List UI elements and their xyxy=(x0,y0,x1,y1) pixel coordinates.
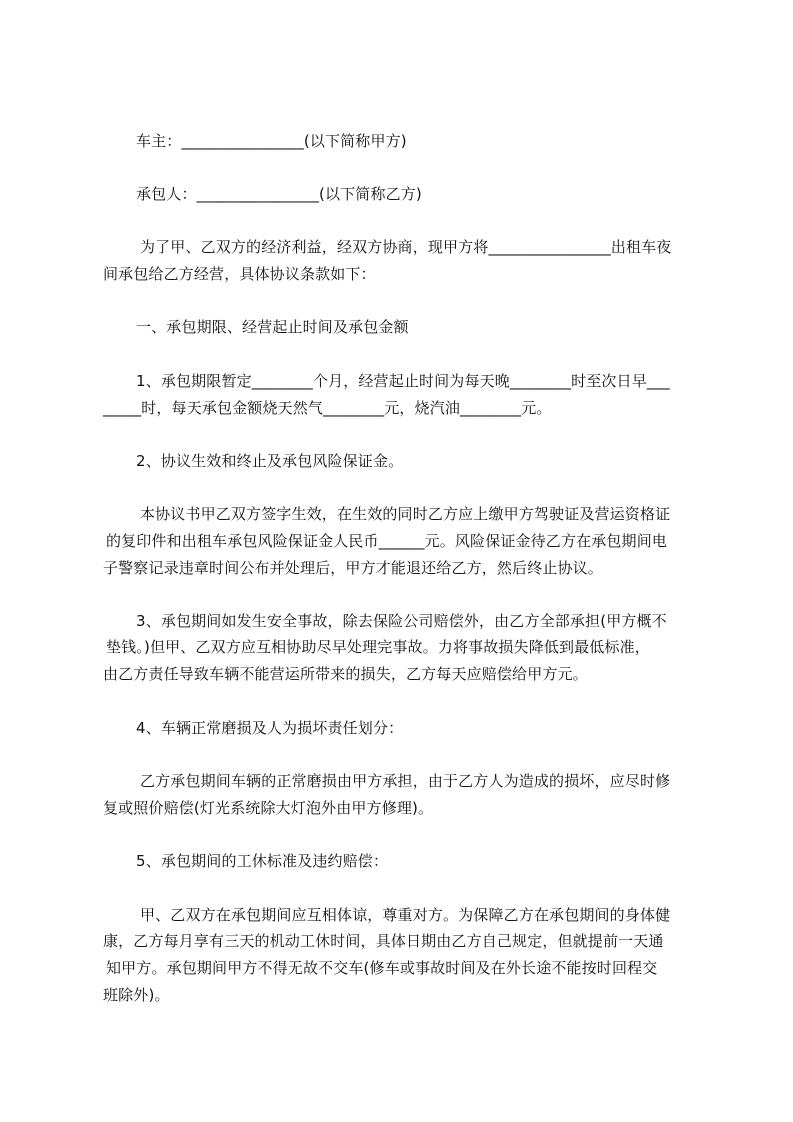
party-b-line: 承包人：________________(以下简称乙方) xyxy=(136,185,422,203)
item4-heading: 4、车辆正常磨损及人为损坏责任划分： xyxy=(136,719,404,737)
item4-body-line-2: 复或照价赔偿(灯光系统除大灯泡外由甲方修理)。 xyxy=(103,799,434,817)
item1-line-1: 1、承包期限暂定________个月，经营起止时间为每天晚________时至次日早___ xyxy=(136,372,670,390)
section1-heading: 一、承包期限、经营起止时间及承包金额 xyxy=(136,318,409,336)
item2-body-line-1: 本协议书甲乙双方签字生效，在生效的同时乙方应上缴甲方驾驶证及营运资格证 xyxy=(140,505,671,523)
item4-body-line-1: 乙方承包期间车辆的正常磨损由甲方承担，由于乙方人为造成的损坏，应尽时修 xyxy=(140,772,671,790)
item5-body-line-4: 班除外)。 xyxy=(103,986,170,1004)
item3-line-3: 由乙方责任导致车辆不能营运所带来的损失，乙方每天应赔偿给甲方元。 xyxy=(103,665,588,683)
item3-line-1: 3、承包期间如发生安全事故，除去保险公司赔偿外，由乙方全部承担(甲方概不 xyxy=(136,612,667,630)
intro-line-1: 为了甲、乙双方的经济利益，经双方协商，现甲方将________________出租车夜 xyxy=(140,238,672,256)
item5-body-line-3: 知甲方。承包期间甲方不得无故不交车(修车或事故时间及在外长途不能按时回程交 xyxy=(106,959,658,977)
item3-line-2: 垫钱。)但甲、乙双方应互相协助尽早处理完事故。力将事故损失降低到最低标准， xyxy=(106,638,650,656)
item5-body-line-2: 康，乙方每月享有三天的机动工休时间，具体日期由乙方自己规定，但就提前一天通 xyxy=(103,932,664,950)
party-a-line: 车主：________________(以下简称甲方) xyxy=(136,132,407,150)
item1-line-2: _____时，每天承包金额烧天然气________元，烧汽油________元。 xyxy=(103,399,552,417)
item2-body-line-2: 的复印件和出租车承包风险保证金人民币______元。风险保证金待乙方在承包期间电 xyxy=(106,532,668,550)
item5-heading: 5、承包期间的工休标准及违约赔偿： xyxy=(136,852,389,870)
intro-line-2: 间承包给乙方经营，具体协议条款如下： xyxy=(103,265,376,283)
item2-body-line-3: 子警察记录违章时间公布并处理后，甲方才能退还给乙方，然后终止协议。 xyxy=(103,559,603,577)
item5-body-line-1: 甲、乙双方在承包期间应互相体谅，尊重对方。为保障乙方在承包期间的身体健 xyxy=(140,906,671,924)
item2-heading: 2、协议生效和终止及承包风险保证金。 xyxy=(136,452,404,470)
